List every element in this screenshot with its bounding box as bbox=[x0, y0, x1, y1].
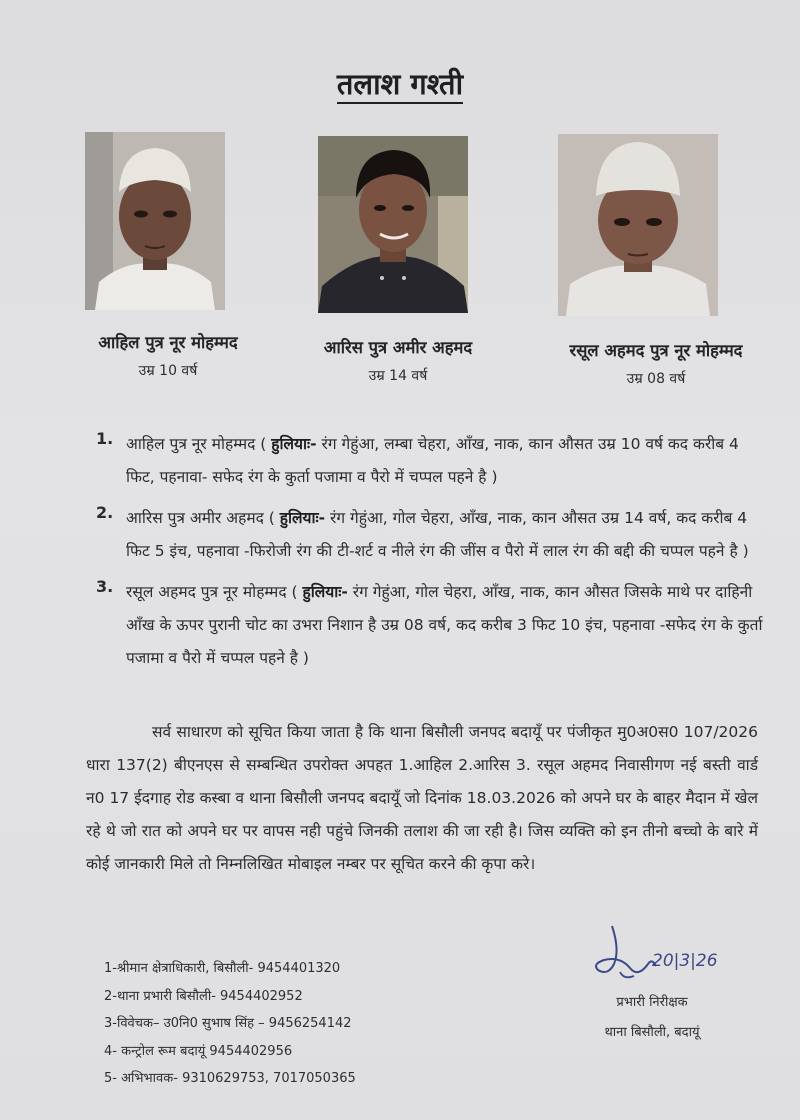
contact-list bbox=[104, 955, 524, 1093]
photo-missing-child-1 bbox=[85, 132, 225, 310]
caption-child-1 bbox=[58, 330, 278, 380]
officer-block bbox=[552, 988, 752, 1048]
page-title: तलाश गश्ती bbox=[0, 64, 800, 103]
notice-paragraph: सर्व साधारण को सूचित किया जाता है कि थाना बिसौली जनपद बदायूँ पर पंजीकृत मु0अ0स0 107/2026 धारा 137(2) बीएनएस से सम्बन्धित उपरोक्त अपहत 1.आहिल 2.आरिस 3. रसूल अहमद निवासीगण नई बस्ती वार्ड न0 17 ईदगाह रोड कस्बा व थाना बिसौली जनपद बदायूँ जो दिनांक 18.03.2026 को अपने घर के बाहर मैदान में खेल रहे थे जो रात को अपने घर पर वापस नही पहुंचे जिनकी तलाश की जा रही है। जिस व्यक्ति को इन तीनो बच्चो के बारे में कोई जानकारी मिले तो निम्नलिखित मोबाइल नम्बर पर सूचित करने की कृपा करे। bbox=[86, 723, 758, 873]
child-name: आरिस पुत्र अमीर अहमद bbox=[323, 338, 473, 357]
list-item bbox=[96, 428, 772, 494]
contact-item: 1-श्रीमान क्षेत्राधिकारी, बिसौली- 9454401320 bbox=[104, 961, 341, 976]
child-name: रसूल अहमद पुत्र नूर मोहम्मद bbox=[569, 341, 743, 360]
officer-station: थाना बिसौली, बदायूं bbox=[604, 1025, 700, 1040]
item-text: आरिस पुत्र अमीर अहमद ( हुलियाः- रंग गेहुंआ, गोल चेहरा, आँख, नाक, कान औसत उम्र 14 वर्ष, कद करीब 4 फिट 5 इंच, पहनावा -फिरोजी रंग की टी-शर्ट व नीले रंग की जींस व पैरो में लाल रंग की बद्दी की चप्पल पहने है ) bbox=[126, 509, 749, 560]
photo-missing-child-3 bbox=[558, 134, 718, 316]
handwritten-signature bbox=[590, 920, 720, 990]
item-text: आहिल पुत्र नूर मोहम्मद ( हुलियाः- रंग गेहुंआ, लम्बा चेहरा, आँख, नाक, कान औसत उम्र 10 वर्ष कद करीब 4 फिट, पहनावा- सफेद रंग के कुर्ता पजामा व पैरो में चप्पल पहने है ) bbox=[126, 435, 739, 486]
item-text: रसूल अहमद पुत्र नूर मोहम्मद ( हुलियाः- रंग गेहुंआ, गोल चेहरा, आँख, नाक, कान औसत जिसके माथे पर दाहिनी आँख के ऊपर पुरानी चोट का उभरा निशान है उम्र 08 वर्ष, कद करीब 3 फिट 10 इंच, पहनावा -सफेद रंग के कुर्ता पजामा व पैरो में चप्पल पहने है ) bbox=[126, 583, 763, 667]
item-number: 3. bbox=[96, 577, 114, 596]
contact-item: 3-विवेचक– उ0नि0 सुभाष सिंह – 9456254142 bbox=[104, 1016, 352, 1031]
contact-item: 4- कन्ट्रोल रूम बदायूं 9454402956 bbox=[104, 1043, 293, 1059]
child-age: उम्र 08 वर्ष bbox=[626, 371, 686, 387]
contact-item: 5- अभिभावक- 9310629753, 7017050365 bbox=[104, 1071, 356, 1086]
child-age: उम्र 14 वर्ष bbox=[368, 368, 428, 384]
child-age: उम्र 10 वर्ष bbox=[138, 363, 198, 379]
item-number: 1. bbox=[96, 429, 114, 448]
caption-child-3 bbox=[526, 338, 786, 388]
svg-text:20|3|26: 20|3|26 bbox=[652, 951, 718, 971]
photo-missing-child-2 bbox=[318, 136, 468, 313]
officer-title: प्रभारी निरीक्षक bbox=[616, 995, 688, 1010]
contact-item: 2-थाना प्रभारी बिसौली- 9454402952 bbox=[104, 988, 303, 1004]
list-item bbox=[96, 576, 772, 675]
child-name: आहिल पुत्र नूर मोहम्मद bbox=[98, 333, 238, 352]
caption-child-2 bbox=[288, 335, 508, 385]
list-item bbox=[96, 502, 772, 568]
description-list bbox=[96, 428, 772, 683]
item-number: 2. bbox=[96, 503, 114, 522]
